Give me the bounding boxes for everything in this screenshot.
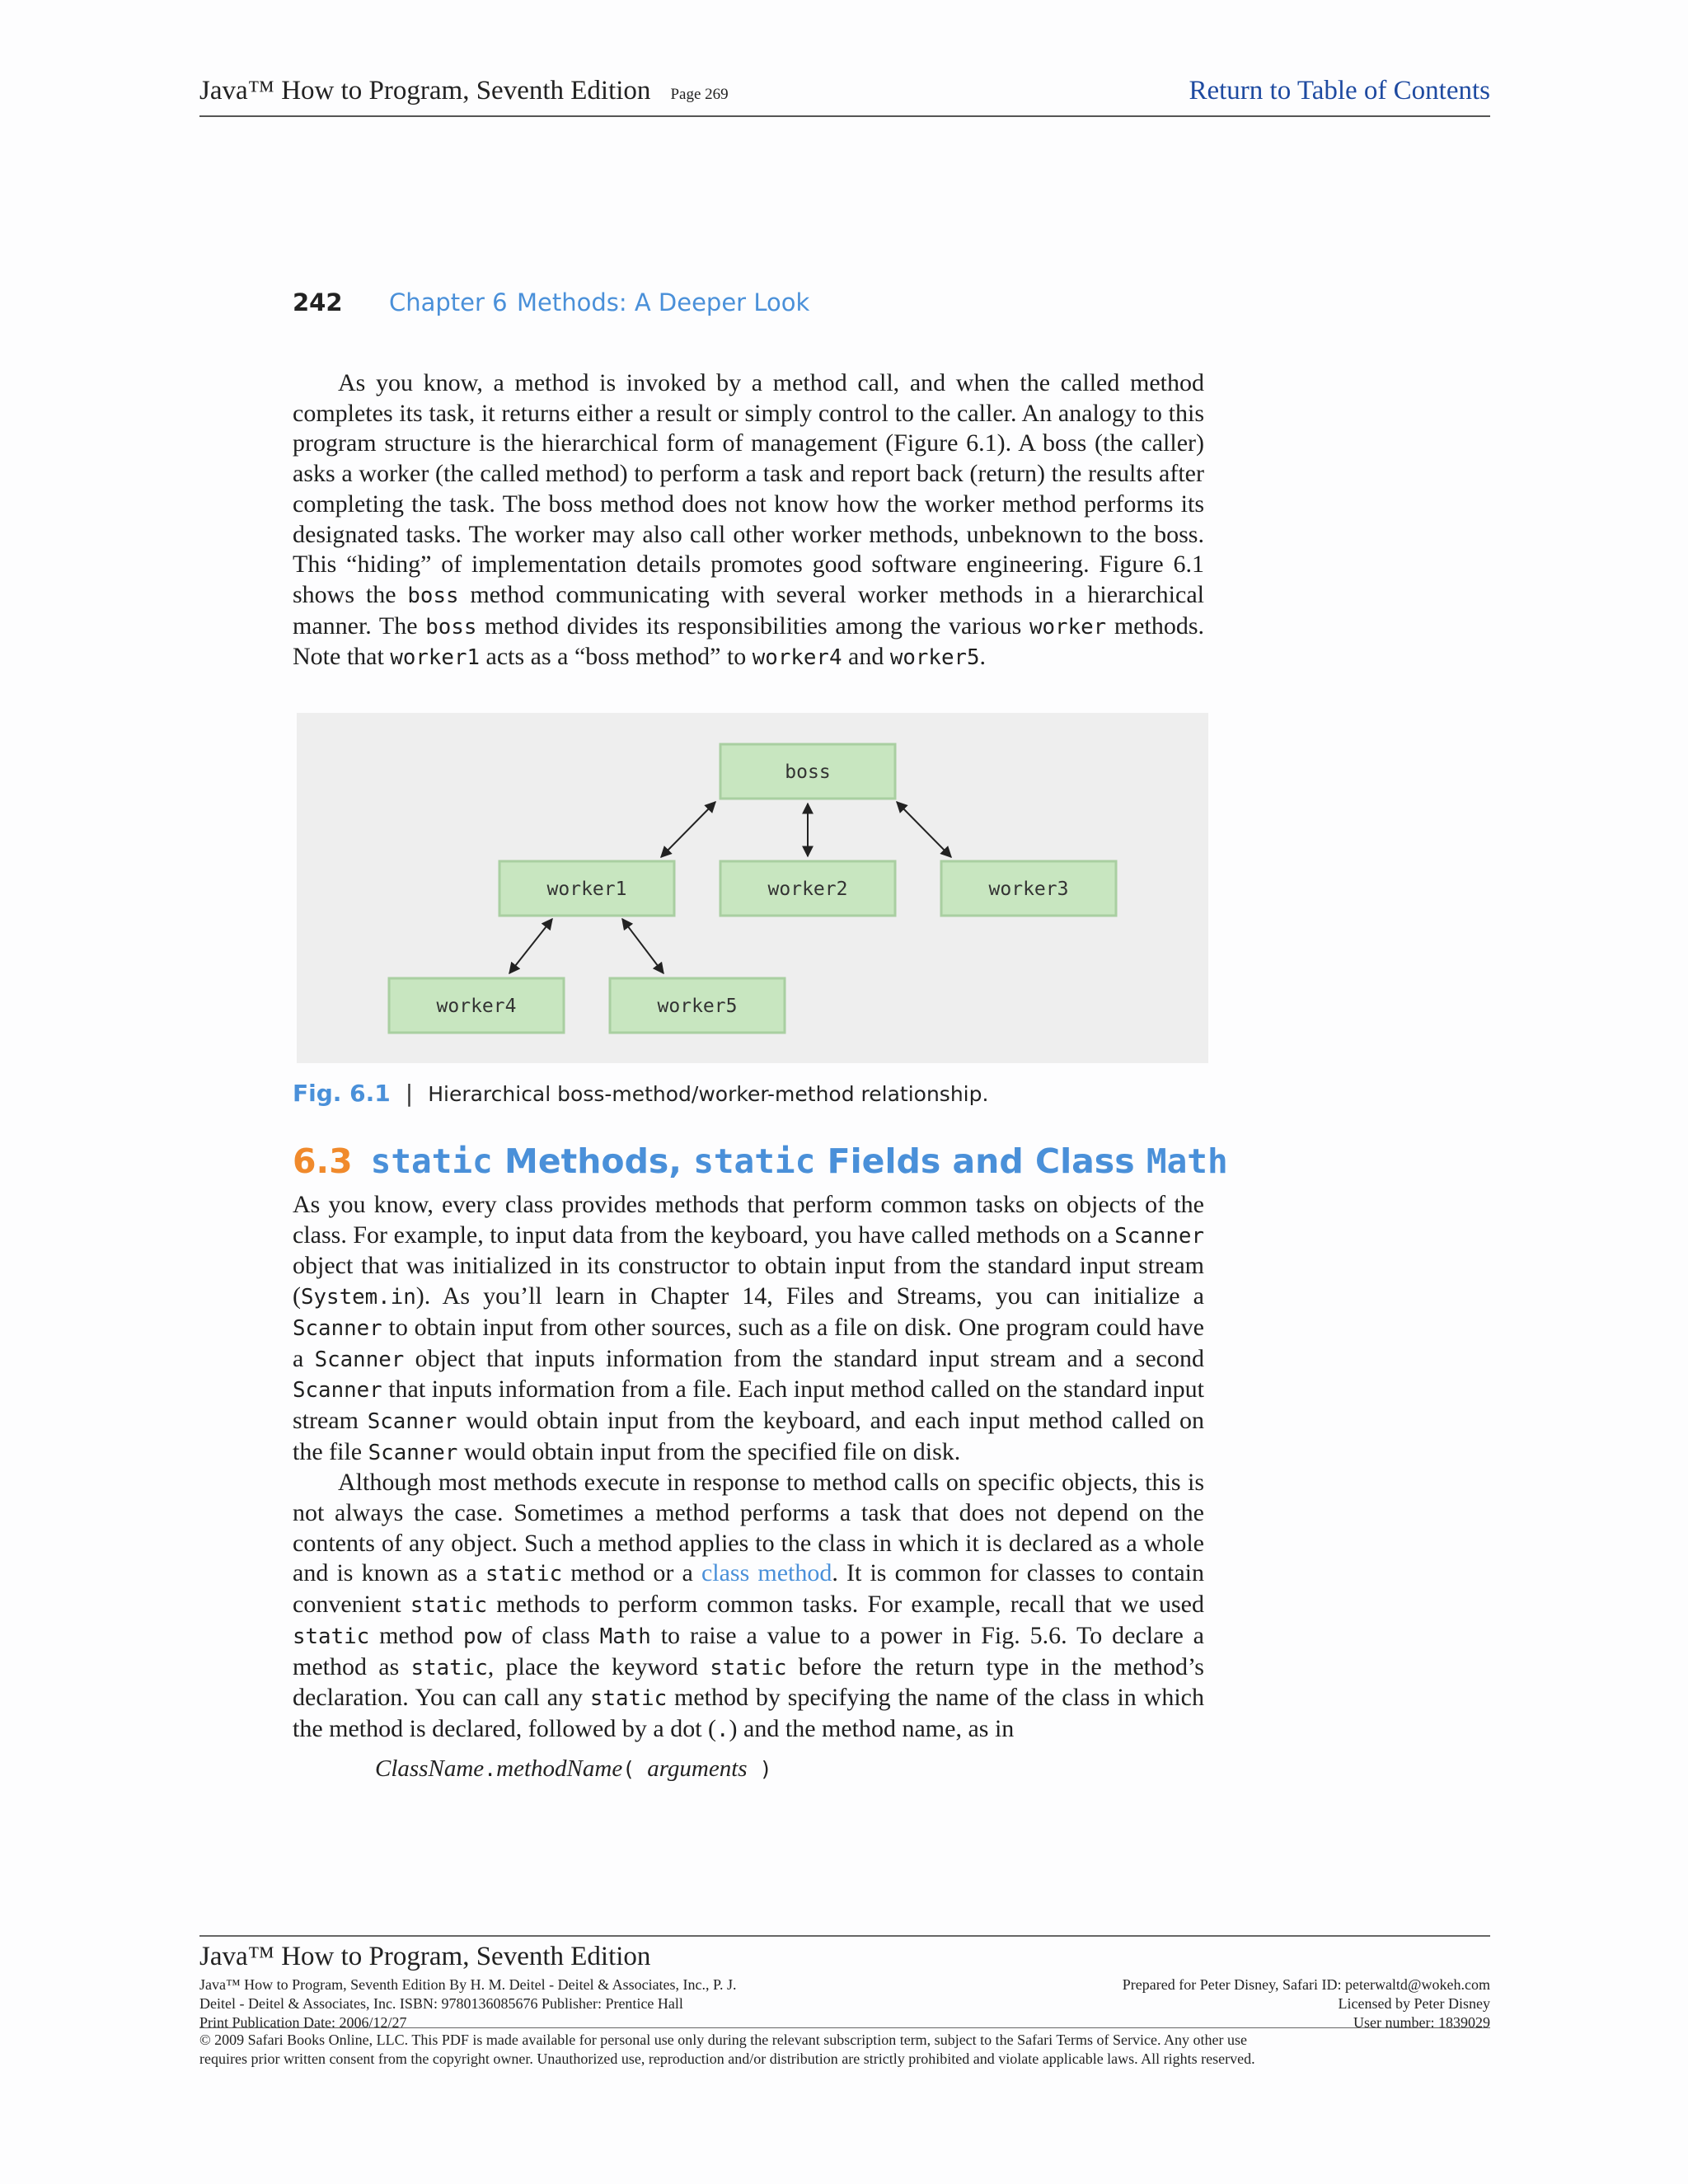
figure-label: Fig. 6.1 bbox=[293, 1080, 391, 1107]
text: As you know, a method is invoked by a method call, and when the called method completes its task, it returns either a result or simply control to the caller. An analogy to this program structure is the hierarchical form of management (Figure 6.1). A boss (the caller) asks a worker (the called method) to perform a task and report back (return) the results after completing the task. The boss method does not know how the worker method performs its designated tasks. The worker may also call other worker methods, unbeknown to the boss. This “hiding” of implementation details promotes good software engineering. Figure 6.1 shows the bbox=[293, 369, 1204, 608]
section-heading bbox=[293, 1141, 1228, 1181]
book-title bbox=[199, 76, 729, 106]
code-syntax-line bbox=[375, 1755, 772, 1783]
arrow-boss-worker1 bbox=[661, 802, 715, 857]
text: and bbox=[842, 643, 890, 671]
dot: . bbox=[484, 1757, 497, 1781]
code-worker1: worker1 bbox=[390, 645, 481, 671]
text: to obtain input from other sources, such as a file on disk. One program could have a bbox=[293, 1313, 1204, 1372]
code: Scanner bbox=[293, 1378, 382, 1404]
footer-book-info: Java™ How to Program, Seventh Edition By H. M. Deitel - Deitel & Associates, Inc., P. J. bbox=[199, 1976, 737, 1993]
node-worker2-label: worker2 bbox=[767, 879, 848, 900]
arrow-boss-worker3 bbox=[897, 802, 951, 857]
code: pow bbox=[463, 1624, 502, 1649]
node-worker3-label: worker3 bbox=[988, 879, 1069, 900]
text: object that was initialized in its constructor to obtain input from the standard input stream ( bbox=[293, 1252, 1204, 1310]
text: Although most methods execute in response to method calls on specific objects, this is not always the case. Sometimes a method performs a task that does not depend on the contents of any object. Such a method applies to the class in which it is declared as a whole and is known as a bbox=[293, 1469, 1204, 1587]
node-worker5-label: worker5 bbox=[657, 996, 738, 1017]
caption-text: Hierarchical boss-method/worker-method relationship. bbox=[428, 1082, 989, 1106]
text: ). As you’ll learn in Chapter 14, Files and Streams, you can initialize a bbox=[415, 1282, 1204, 1310]
text: method communicating with several worker methods in a hierarchical manner. The bbox=[293, 580, 1204, 640]
code: Scanner bbox=[367, 1408, 457, 1434]
code: static bbox=[589, 1686, 668, 1712]
page-number: 242 bbox=[293, 288, 343, 316]
heading-code: Math bbox=[1146, 1141, 1228, 1181]
footer-divider bbox=[199, 2027, 1490, 2028]
text: method divides its responsibilities among the various bbox=[476, 612, 1029, 640]
text: to raise a value to a power in Fig. 5.6. To declare a method as bbox=[293, 1621, 1204, 1680]
hierarchy-diagram bbox=[297, 713, 1208, 1063]
caption-separator: | bbox=[405, 1080, 414, 1107]
code: . bbox=[716, 1717, 729, 1742]
heading-code: static bbox=[370, 1141, 493, 1181]
code: Scanner bbox=[368, 1440, 458, 1465]
code: static bbox=[485, 1562, 563, 1587]
class-name: ClassName bbox=[375, 1755, 485, 1782]
code: static bbox=[410, 1655, 488, 1680]
footer bbox=[199, 1935, 1490, 2067]
text: acts as a “boss method” to bbox=[480, 643, 753, 671]
text: before the return type in the method’s declaration. You can call any bbox=[293, 1652, 1204, 1712]
intro-paragraph bbox=[293, 368, 1204, 673]
footer-user-number: User number: 1839029 bbox=[1353, 2014, 1490, 2031]
heading-text: Fields and Class bbox=[815, 1141, 1146, 1181]
code: static bbox=[710, 1655, 787, 1680]
code: Scanner bbox=[314, 1347, 405, 1372]
node-worker2 bbox=[720, 861, 895, 916]
text: . bbox=[979, 643, 987, 671]
heading-text: Methods, bbox=[492, 1141, 694, 1181]
node-worker4 bbox=[389, 978, 564, 1033]
text: would obtain input from the keyboard, and each input method called on the file bbox=[293, 1406, 1205, 1465]
figure-caption bbox=[293, 1080, 988, 1107]
key-term: class method bbox=[701, 1559, 832, 1587]
node-worker4-label: worker4 bbox=[436, 996, 517, 1017]
arrow-worker1-worker5 bbox=[622, 919, 663, 973]
text: . It is common for classes to contain convenient bbox=[293, 1559, 1205, 1619]
text: method by specifying the name of the class in which the method is declared, followed by a dot ( bbox=[293, 1684, 1204, 1742]
text: As you know, every class provides methods that perform common tasks on objects of the class. For example, to input data from the keyboard, you have called methods on a bbox=[293, 1191, 1204, 1249]
arrow-worker1-worker4 bbox=[509, 919, 552, 973]
code-boss: boss bbox=[407, 583, 459, 608]
footer-prepared-for: Prepared for Peter Disney, Safari ID: peterwaltd@wokeh.com bbox=[1122, 1976, 1490, 1993]
text: of class bbox=[501, 1621, 600, 1649]
toc-link[interactable]: Return to Table of Contents bbox=[1189, 76, 1490, 105]
open-paren: ( bbox=[622, 1757, 648, 1781]
text: methods. Note that bbox=[293, 612, 1204, 671]
top-header bbox=[199, 76, 1490, 117]
code: Scanner bbox=[293, 1315, 382, 1341]
close-paren: ) bbox=[747, 1757, 772, 1781]
code-worker5: worker5 bbox=[889, 645, 980, 671]
footer-pub-date: Print Publication Date: 2006/12/27 bbox=[199, 2014, 407, 2031]
node-worker1 bbox=[499, 861, 674, 916]
code-boss: boss bbox=[425, 614, 477, 640]
page-label: Page 269 bbox=[670, 86, 729, 103]
code-worker4: worker4 bbox=[752, 645, 842, 671]
heading-code: static bbox=[693, 1141, 816, 1181]
code: Scanner bbox=[1114, 1223, 1204, 1249]
node-worker1-label: worker1 bbox=[546, 879, 627, 900]
arguments: arguments bbox=[647, 1755, 748, 1782]
book-title-text: Java™ How to Program, Seventh Edition bbox=[199, 76, 651, 105]
footer-copyright-2: requires prior written consent from the copyright owner. Unauthorized use, reproduction and/or distribution are strictly prohibited and violate applicable laws. All rights reserved. bbox=[199, 2050, 1255, 2067]
paragraph-2 bbox=[293, 1468, 1204, 1745]
node-boss-label: boss bbox=[785, 762, 831, 783]
footer-isbn: Deitel - Deitel & Associates, Inc. ISBN: 9780136085676 Publisher: Prentice Hall bbox=[199, 1995, 683, 2012]
text: methods to perform common tasks. For example, recall that we used bbox=[487, 1591, 1204, 1619]
text: would obtain input from the specified file on disk. bbox=[457, 1437, 961, 1465]
node-worker3 bbox=[941, 861, 1116, 916]
text: ) and the method name, as in bbox=[729, 1714, 1015, 1742]
code-worker: worker bbox=[1029, 614, 1107, 640]
footer-copyright-1: © 2009 Safari Books Online, LLC. This PDF is made available for personal use only during the relevant subscription term, subject to the Safari Terms of Service. Any other use bbox=[199, 2032, 1247, 2048]
text: object that inputs information from the standard input stream and a second bbox=[404, 1344, 1204, 1372]
code: Math bbox=[599, 1624, 651, 1649]
node-worker5 bbox=[610, 978, 785, 1033]
section-body bbox=[293, 1190, 1204, 1746]
footer-title: Java™ How to Program, Seventh Edition bbox=[199, 1942, 651, 1971]
section-number: 6.3 bbox=[293, 1141, 353, 1181]
footer-licensed-by: Licensed by Peter Disney bbox=[1338, 1995, 1490, 2012]
code: static bbox=[293, 1624, 370, 1649]
node-boss bbox=[720, 744, 895, 799]
code: System.in bbox=[301, 1285, 416, 1310]
chapter-title: Methods: A Deeper Look bbox=[517, 288, 810, 316]
text: that inputs information from a file. Each input method called on the standard input stream bbox=[293, 1376, 1204, 1434]
method-name: methodName bbox=[496, 1755, 623, 1782]
text: , place the keyword bbox=[487, 1652, 710, 1680]
text: method bbox=[369, 1621, 464, 1649]
paragraph-1 bbox=[293, 1190, 1204, 1468]
chapter-label: Chapter 6 bbox=[389, 288, 508, 316]
hierarchy-figure bbox=[297, 713, 1208, 1063]
text: method or a bbox=[562, 1559, 701, 1587]
code: static bbox=[410, 1593, 488, 1619]
